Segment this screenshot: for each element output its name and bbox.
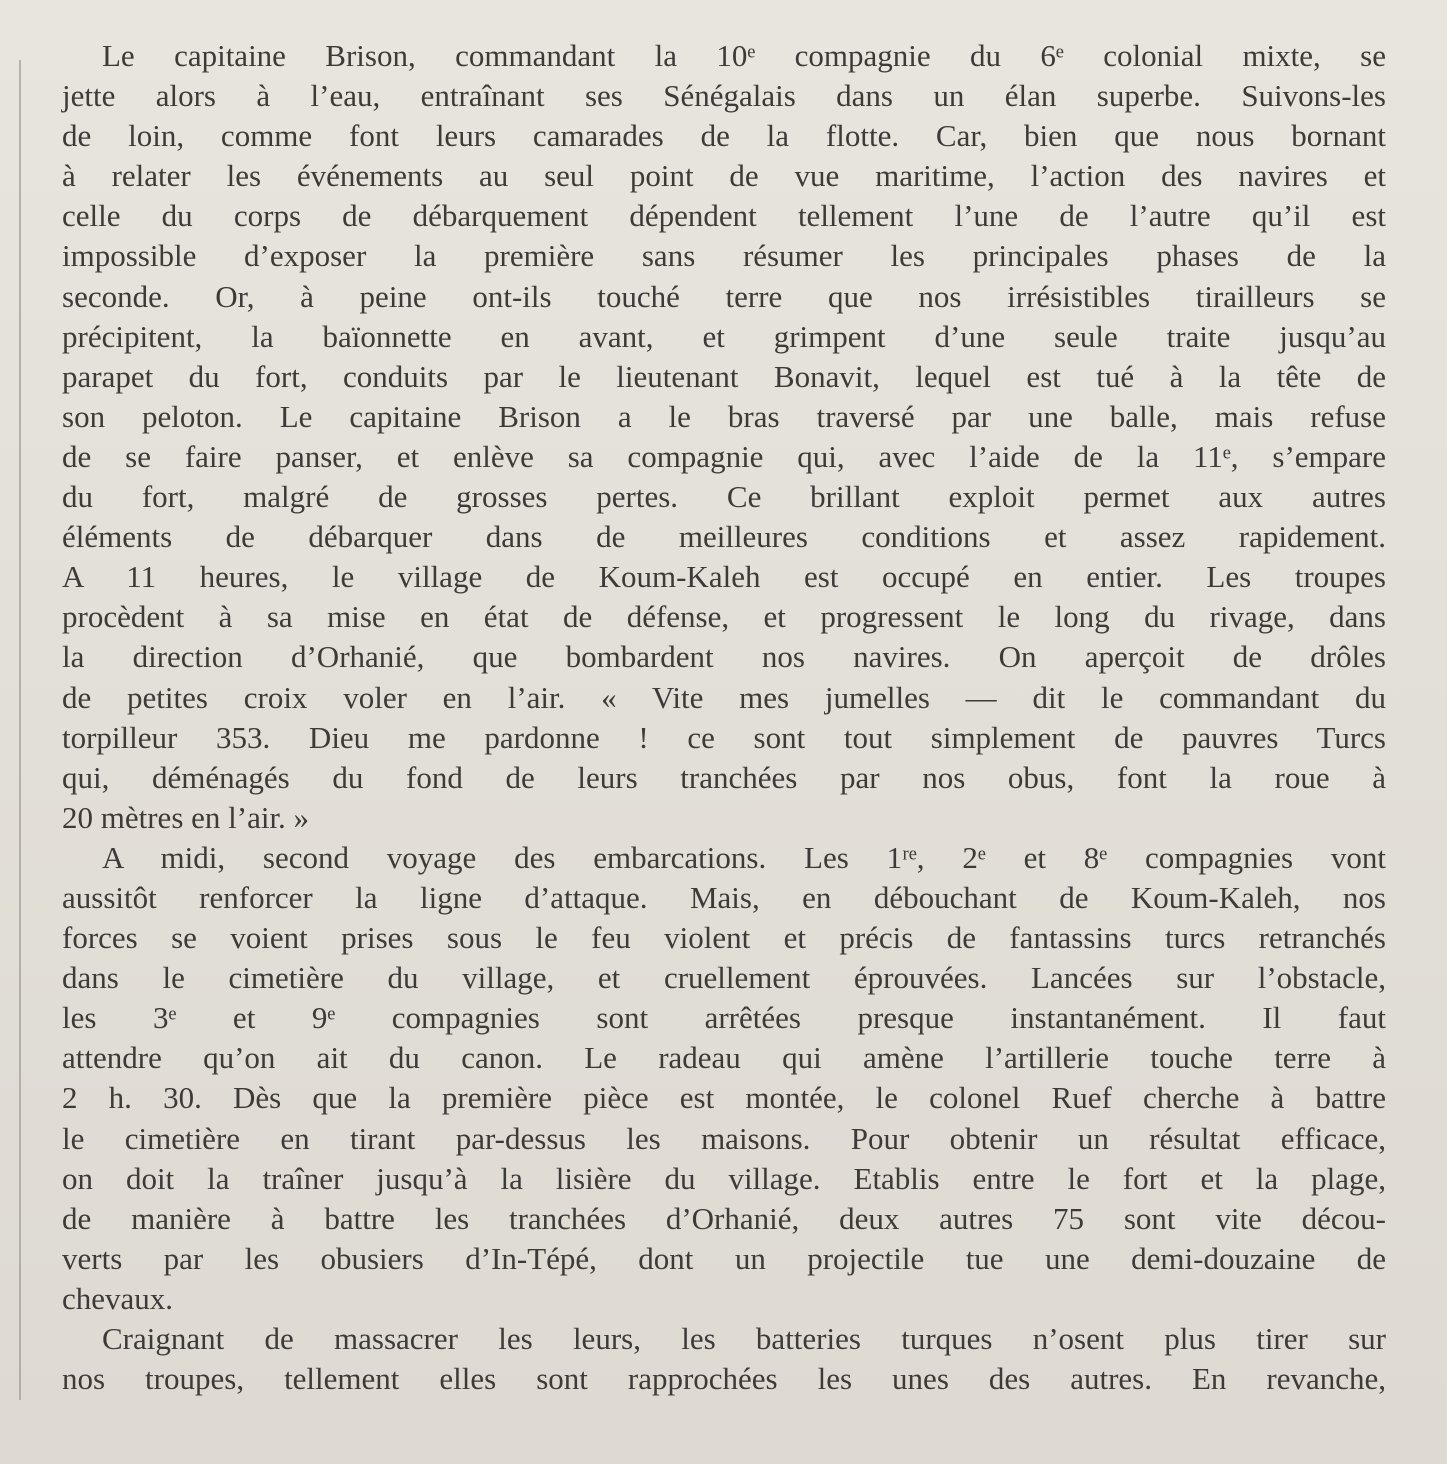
text-line: nos troupes, tellement elles sont rapprochées les unes des autres. En revanche, [62,1361,1386,1397]
text-line: jette alors à l’eau, entraînant ses Sénégalais dans un élan superbe. Suivons-les [62,78,1386,114]
text-line: aussitôt renforcer la ligne d’attaque. Mais, en débouchant de Koum-Kaleh, nos [62,879,1386,915]
text-line: dans le cimetière du village, et cruellement éprouvées. Lancées sur l’obstacle, [62,960,1386,996]
text-line: Craignant de massacrer les leurs, les batteries turques n’osent plus tirer sur [102,1321,1386,1356]
text-line: torpilleur 353. Dieu me pardonne ! ce sont tout simplement de pauvres Turcs [62,719,1386,755]
text-line: attendre qu’on ait du canon. Le radeau qui amène l’artillerie touche terre à [62,1040,1386,1076]
text-line: qui, déménagés du fond de leurs tranchées par nos obus, font la roue à [62,759,1386,795]
paragraph-3 [62,1319,1386,1399]
text-line: de manière à battre les tranchées d’Orhanié, deux autres 75 sont vite décou- [62,1200,1386,1236]
text-line: éléments de débarquer dans de meilleures conditions et assez rapidement. [62,519,1386,555]
text-line: A midi, second voyage des embarcations. Les 1ʳᵉ, 2ᵉ et 8ᵉ compagnies vont [102,839,1386,875]
text-line: A 11 heures, le village de Koum-Kaleh est occupé en entier. Les troupes [62,559,1386,595]
paragraph-2 [62,838,1386,1319]
text-line: la direction d’Orhanié, que bombardent nos navires. On aperçoit de drôles [62,639,1386,675]
text-line: à relater les événements au seul point de vue maritime, l’action des navires et [62,158,1386,194]
text-line: celle du corps de débarquement dépendent tellement l’une de l’autre qu’il est [62,198,1386,234]
text-line: le cimetière en tirant par-dessus les maisons. Pour obtenir un résultat efficace, [62,1120,1386,1156]
text-line: précipitent, la baïonnette en avant, et grimpent d’une seule traite jusqu’au [62,318,1386,354]
text-line: Le capitaine Brison, commandant la 10ᵉ compagnie du 6ᵉ colonial mixte, se [102,38,1386,73]
text-line: verts par les obusiers d’In-Tépé, dont un projectile tue une demi-douzaine de [62,1240,1386,1276]
text-line: 20 mètres en l’air. » [62,799,310,835]
margin-rule [19,60,21,1400]
body-text [62,36,1386,1399]
text-line: du fort, malgré de grosses pertes. Ce brillant exploit permet aux autres [62,479,1386,515]
text-line: parapet du fort, conduits par le lieutenant Bonavit, lequel est tué à la tête de [62,358,1386,394]
paragraph-1 [62,36,1386,838]
text-line: de se faire panser, et enlève sa compagnie qui, avec l’aide de la 11ᵉ, s’empare [62,438,1386,474]
text-line: son peloton. Le capitaine Brison a le bras traversé par une balle, mais refuse [62,398,1386,434]
text-line: de loin, comme font leurs camarades de la flotte. Car, bien que nous bornant [62,118,1386,154]
text-line: 2 h. 30. Dès que la première pièce est montée, le colonel Ruef cherche à battre [62,1080,1386,1116]
text-line: de petites croix voler en l’air. « Vite mes jumelles — dit le commandant du [62,679,1386,715]
text-line: forces se voient prises sous le feu violent et précis de fantassins turcs retranchés [62,920,1386,956]
text-line: les 3ᵉ et 9ᵉ compagnies sont arrêtées presque instantanément. Il faut [62,1000,1386,1036]
text-line: impossible d’exposer la première sans résumer les principales phases de la [62,238,1386,274]
text-line: procèdent à sa mise en état de défense, et progressent le long du rivage, dans [62,599,1386,635]
text-line: seconde. Or, à peine ont-ils touché terre que nos irrésistibles tirailleurs se [62,278,1386,314]
text-line: chevaux. [62,1280,174,1316]
text-line: on doit la traîner jusqu’à la lisière du village. Etablis entre le fort et la plage, [62,1160,1386,1196]
